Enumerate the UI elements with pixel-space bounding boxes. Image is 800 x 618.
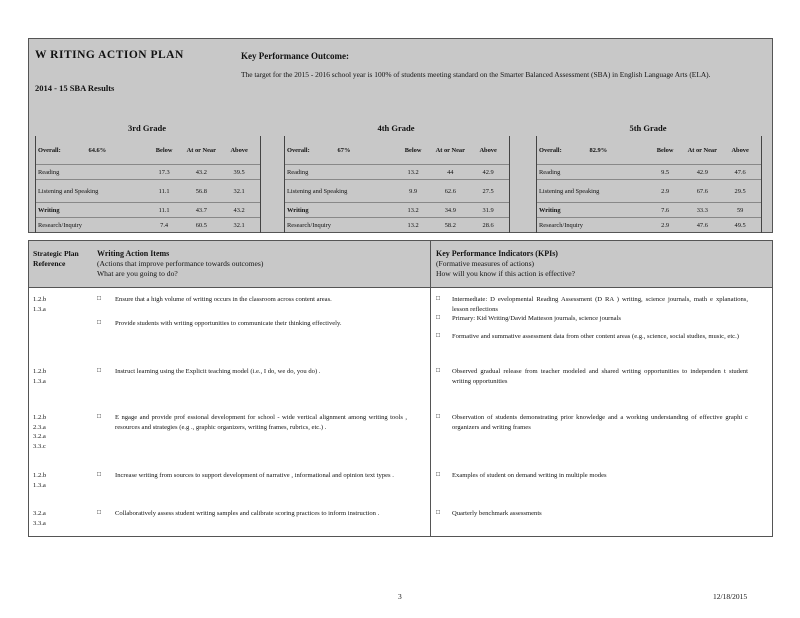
kpi-item: Observed gradual release from teacher modeled and shared writing opportunities to independen t student writing opportunities (452, 368, 748, 385)
bullet-icon: □ (436, 471, 441, 478)
ref-code: 1.3.a (33, 377, 46, 385)
near-value: 62.6 (433, 180, 467, 203)
bullet-icon: □ (436, 413, 441, 420)
above-value: 29.5 (719, 180, 761, 203)
ref-code: 3.3.c (33, 442, 46, 450)
below-value: 11.1 (144, 203, 184, 218)
action-table-header (29, 241, 772, 288)
score-row (285, 203, 509, 218)
score-row (36, 218, 260, 233)
col-near: At or Near (186, 146, 216, 154)
near-value: 44 (433, 165, 467, 180)
skill-label: Research/Inquiry (537, 218, 645, 233)
overall-value: 82.9% (589, 146, 608, 154)
ref-code: 3.2.a (33, 510, 46, 517)
below-value: 7.6 (645, 203, 685, 218)
above-value: 42.9 (467, 165, 509, 180)
bullet-icon: □ (97, 367, 102, 374)
col-below: Below (155, 146, 173, 154)
strategic-ref (33, 509, 83, 528)
bullet-icon: □ (97, 319, 102, 326)
ref-code: 3.3.a (33, 519, 46, 527)
col-near: At or Near (435, 146, 465, 154)
action-item: E ngage and provide prof essional development for school - wide vertical alignment among writing tools , resources and strategies (e.g ., graphic organizers, writing frames, rubrics, etc.) . (115, 414, 407, 431)
bullet-icon: □ (97, 509, 102, 516)
below-value: 11.1 (144, 180, 184, 203)
action-table (28, 240, 773, 537)
ref-code: 1.3.a (33, 305, 46, 313)
kpi-item: Primary: Kid Writing/David Matteson journals, science journals (452, 315, 622, 322)
skill-label: Research/Inquiry (285, 218, 393, 233)
ref-code: 3.2.a (33, 433, 46, 441)
below-value: 2.9 (645, 218, 685, 233)
above-value: 39.5 (218, 165, 260, 180)
col-above: Above (230, 146, 248, 154)
skill-label: Reading (36, 165, 144, 180)
bullet-icon: □ (436, 295, 441, 302)
bullet-icon: □ (97, 413, 102, 420)
near-value: 33.3 (685, 203, 719, 218)
ref-code: 1.2.b (33, 472, 47, 479)
above-value: 43.2 (218, 203, 260, 218)
results-subtitle: 2014 - 15 SBA Results (35, 83, 115, 93)
actions-title: Writing Action Items (97, 249, 170, 258)
kpi-question: How will you know if this action is effective? (436, 269, 576, 278)
skill-label: Writing (537, 203, 645, 218)
bullet-icon: □ (436, 509, 441, 516)
overall-label: Overall: (539, 146, 562, 154)
below-value: 7.4 (144, 218, 184, 233)
bullet-icon: □ (436, 332, 441, 339)
strategic-ref (33, 413, 83, 451)
ref-code: 1.3.a (33, 481, 46, 489)
score-row (285, 180, 509, 203)
kpi-item: Intermediate: D evelopmental Reading Assessment (D RA ) writing, science journals, math e xplanations, lesson reflections (452, 296, 748, 313)
kpi-subtitle: (Formative measures of actions) (436, 259, 535, 268)
skill-label: Listening and Speaking (36, 180, 144, 203)
score-row (285, 218, 509, 233)
below-value: 13.2 (393, 218, 433, 233)
above-value: 31.9 (467, 203, 509, 218)
strategic-ref (33, 295, 83, 314)
above-value: 59 (719, 203, 761, 218)
kpi-header (436, 249, 756, 279)
grade-5-table (536, 123, 760, 233)
kpi-item: Quarterly benchmark assessments (452, 510, 542, 517)
near-value: 56.8 (184, 180, 218, 203)
page-title: W RITING ACTION PLAN (35, 49, 184, 61)
bullet-icon: □ (436, 314, 441, 321)
above-value: 49.5 (719, 218, 761, 233)
skill-label: Reading (537, 165, 645, 180)
grade-4-table (284, 123, 508, 233)
action-item: Increase writing from sources to support development of narrative , informational and opinion text types . (115, 472, 394, 479)
actions-header (97, 249, 417, 279)
action-item: Ensure that a high volume of writing occurs in the classroom across content areas. (115, 296, 332, 303)
kpi-item: Examples of student on demand writing in multiple modes (452, 472, 607, 479)
col-near: At or Near (687, 146, 717, 154)
overall-value: 67% (337, 146, 351, 154)
skill-label: Writing (36, 203, 144, 218)
ref-code: 1.2.b (33, 414, 47, 421)
ref-code: 1.2.b (33, 368, 47, 375)
skill-label: Writing (285, 203, 393, 218)
action-item: Instruct learning using the Explicit teaching model (i.e., I do, we do, you do) . (115, 368, 321, 375)
kpi-item: Observation of students demonstrating prior knowledge and a working understanding of effective graphi c organizers and writing frames (452, 414, 748, 431)
col-above: Above (479, 146, 497, 154)
action-item: Provide students with writing opportunities to communicate their thinking effectively. (115, 320, 342, 327)
ref-code: 1.2.b (33, 296, 47, 303)
skill-label: Listening and Speaking (285, 180, 393, 203)
print-date: 12/18/2015 (713, 592, 748, 601)
score-row (537, 203, 761, 218)
action-item: Collaboratively assess student writing samples and calibrate scoring practices to inform instruction . (115, 510, 380, 517)
overall-label: Overall: (38, 146, 61, 154)
kpi-item: Formative and summative assessment data from other content areas (e.g., science, social studies, music, etc.) (452, 333, 739, 340)
actions-question: What are you going to do? (97, 269, 178, 278)
near-value: 67.6 (685, 180, 719, 203)
overall-label: Overall: (287, 146, 310, 154)
col-below: Below (656, 146, 674, 154)
below-value: 17.3 (144, 165, 184, 180)
above-value: 28.6 (467, 218, 509, 233)
near-value: 42.9 (685, 165, 719, 180)
score-row (537, 218, 761, 233)
overall-value: 64.6% (88, 146, 107, 154)
kpi-title: Key Performance Indicators (KPIs) (436, 249, 558, 258)
actions-subtitle: (Actions that improve performance towards outcomes) (97, 259, 264, 268)
col-above: Above (731, 146, 749, 154)
above-value: 32.1 (218, 180, 260, 203)
ref-code: 2.3.a (33, 423, 46, 431)
near-value: 43.7 (184, 203, 218, 218)
grade-title: 4th Grade (377, 123, 415, 133)
below-value: 9.5 (645, 165, 685, 180)
near-value: 60.5 (184, 218, 218, 233)
above-value: 32.1 (218, 218, 260, 233)
below-value: 13.2 (393, 165, 433, 180)
near-value: 43.2 (184, 165, 218, 180)
score-row (36, 180, 260, 203)
below-value: 9.9 (393, 180, 433, 203)
col-below: Below (404, 146, 422, 154)
near-value: 34.9 (433, 203, 467, 218)
bullet-icon: □ (436, 367, 441, 374)
above-value: 47.6 (719, 165, 761, 180)
score-row (537, 165, 761, 180)
skill-label: Listening and Speaking (537, 180, 645, 203)
target-statement: The target for the 2015 - 2016 school year is 100% of students meeting standard on the Smarter Balanced Assessment (SBA) in English Language Arts (ELA). (241, 70, 711, 79)
above-value: 27.5 (467, 180, 509, 203)
column-divider (430, 241, 431, 536)
skill-label: Reading (285, 165, 393, 180)
score-row (285, 165, 509, 180)
strategic-ref-header: Strategic Plan Reference (33, 249, 79, 268)
strategic-ref (33, 471, 83, 490)
bullet-icon: □ (97, 295, 102, 302)
near-value: 47.6 (685, 218, 719, 233)
bullet-icon: □ (97, 471, 102, 478)
kpo-label: Key Performance Outcome: (241, 51, 349, 61)
score-row (36, 203, 260, 218)
score-row (537, 180, 761, 203)
grade-title: 3rd Grade (127, 123, 166, 133)
page-number: 3 (398, 592, 402, 601)
below-value: 13.2 (393, 203, 433, 218)
score-row (36, 165, 260, 180)
grade-title: 5th Grade (629, 123, 667, 133)
grade-3-table (35, 123, 259, 233)
near-value: 58.2 (433, 218, 467, 233)
below-value: 2.9 (645, 180, 685, 203)
results-panel (28, 38, 773, 233)
strategic-ref (33, 367, 83, 386)
skill-label: Research/Inquiry (36, 218, 144, 233)
